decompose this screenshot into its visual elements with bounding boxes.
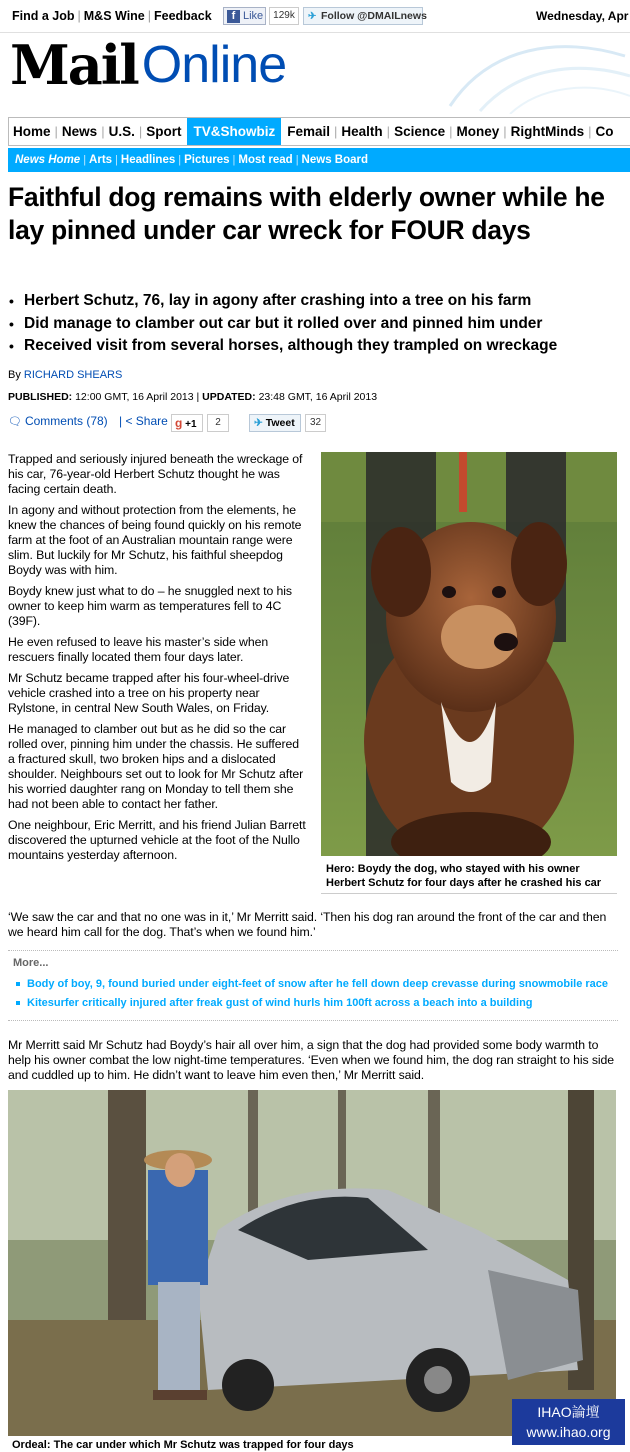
logo-online: Online (141, 36, 287, 94)
separator: | (147, 9, 151, 23)
google-plus-icon: g (175, 416, 183, 430)
twitter-follow-button[interactable] (303, 7, 427, 25)
article-paragraph: One neighbour, Eric Merritt, and his friend Julian Barrett discovered the upturned vehicle at the foot of the Nullo mountains yesterday afternoon. (8, 818, 306, 862)
article-paragraph: In agony and without protection from the elements, he knew the chances of being found quickly on his remote farm at the foot of an Australian mountain range were slim. But luckily for Mr Schutz, his faithful sheepdog Boydy was with him. (8, 503, 302, 577)
google-plus-label: +1 (185, 419, 197, 430)
site-logo[interactable] (10, 34, 286, 96)
article-paragraph: Boydy knew just what to do – he snuggled next to his owner to keep him warm as temperatures fell to 4C (39F). (8, 584, 292, 628)
find-a-job-link[interactable]: Find a Job (12, 9, 75, 23)
subnav-news-home[interactable]: News Home (15, 154, 81, 166)
twitter-bird-icon: ✈ (254, 417, 263, 429)
separator: | (386, 124, 391, 139)
social-bar (8, 413, 628, 433)
nav-home[interactable]: Home (13, 124, 51, 139)
share-label: Share (135, 414, 168, 428)
byline (8, 369, 122, 381)
bullet-icon: • (9, 293, 14, 309)
top-links (12, 9, 212, 23)
comments-link[interactable] (8, 414, 108, 428)
byline-prefix: By (8, 369, 21, 381)
watermark-line2: www.ihao.org (526, 1424, 611, 1440)
nav-rightminds[interactable]: RightMinds (510, 124, 585, 139)
google-plus-count: 2 (207, 414, 229, 432)
comment-bubble-icon: 🗨 (8, 416, 22, 428)
google-plus-button[interactable] (171, 414, 203, 432)
nav-tv-showbiz[interactable]: TV&Showbiz (187, 118, 281, 145)
related-article-link[interactable] (13, 978, 613, 991)
bullet-icon: • (9, 315, 14, 332)
subnav-pictures[interactable]: Pictures (184, 154, 230, 166)
published-date: 12:00 GMT, 16 April 2013 (75, 391, 194, 403)
current-date: Wednesday, Apr (536, 9, 629, 23)
separator: | (54, 124, 58, 139)
facebook-like-label: Like (243, 10, 264, 22)
ms-wine-link[interactable]: M&S Wine (83, 9, 145, 23)
nav-us[interactable]: U.S. (108, 124, 135, 139)
summary-bullet-text: Herbert Schutz, 76, lay in agony after crashing into a tree on his farm (24, 292, 532, 309)
comments-label: Comments (78) (24, 414, 108, 428)
article-paragraph: Mr Merritt said Mr Schutz had Boydy’s hair all over him, a sign that the dog had provided some body warmth to help his owner combat the low night-time temperatures. ‘Even when we found him, the dog ran straight to his side and cuddled up to him. He didn’t want to leave him even then,’ Mr Merritt said. (8, 1038, 615, 1082)
separator: | (334, 124, 338, 139)
article-body-column (8, 452, 308, 869)
article-headline: Faithful dog remains with elderly owner while he lay pinned under car wreck for FOUR days (8, 182, 605, 245)
separator: | (101, 124, 105, 139)
separator: | (77, 9, 81, 23)
twitter-follow-label: Follow @DMAILnews (321, 10, 427, 22)
tweet-count: 32 (305, 414, 326, 432)
nav-femail[interactable]: Femail (287, 124, 331, 139)
separator: | (196, 391, 200, 403)
separator: | (295, 154, 299, 166)
subnav-most-read[interactable]: Most read (238, 154, 293, 166)
article-paragraph: Trapped and seriously injured beneath the wreckage of his car, 76-year-old Herbert Schutz thought he was facing certain death. (8, 452, 303, 496)
nav-science[interactable]: Science (394, 124, 446, 139)
top-bar (0, 0, 630, 33)
related-articles-box (8, 950, 618, 1021)
separator: | (232, 154, 236, 166)
tweet-button[interactable] (249, 414, 301, 432)
subnav-news-board[interactable]: News Board (301, 154, 369, 166)
separator: | (178, 154, 182, 166)
subnav-headlines[interactable]: Headlines (120, 154, 176, 166)
nav-news[interactable]: News (61, 124, 98, 139)
nav-money[interactable]: Money (456, 124, 500, 139)
article-paragraph: Mr Schutz became trapped after his four-wheel-drive vehicle crashed into a tree on his property near Rylstone, in central New South Wales, on Friday. (8, 671, 290, 715)
separator: | (138, 124, 143, 139)
published-label: PUBLISHED: (8, 391, 73, 403)
sub-nav (8, 148, 630, 172)
share-link[interactable]: | < Share (119, 414, 168, 428)
related-articles-title: More... (13, 957, 49, 969)
summary-bullet-text: Did manage to clamber out car but it rolled over and pinned him under (24, 314, 543, 332)
nav-health[interactable]: Health (341, 124, 383, 139)
facebook-like-count: 129k (269, 7, 299, 25)
bullet-icon: • (9, 338, 14, 354)
feedback-link[interactable]: Feedback (154, 9, 212, 23)
author-link[interactable]: RICHARD SHEARS (23, 369, 123, 381)
summary-bullet-text: Received visit from several horses, although they trampled on wreckage (24, 337, 558, 354)
logo-mail: Mail (10, 33, 138, 97)
related-article-link[interactable] (13, 997, 613, 1010)
facebook-like-button[interactable] (223, 7, 266, 25)
nav-sport[interactable]: Sport (146, 124, 182, 139)
article-paragraph: He managed to clamber out but as he did so the car rolled over, pinning him under the chassis. He suffered a fractured skull, two broken hips and a dislocated shoulder. Neighbours set out to look for Mr Schutz after his worried daughter rang on Monday to tell them she had not been able to contact her father. (8, 722, 304, 811)
car-wreck-photo (8, 1090, 616, 1436)
subnav-arts[interactable]: Arts (89, 154, 113, 166)
nav-co[interactable]: Co (595, 124, 614, 139)
related-article-text: Kitesurfer critically injured after freak gust of wind hurls him 100ft across a beach into a building (27, 997, 533, 1009)
bullet-square-icon (16, 1001, 20, 1005)
main-nav (8, 117, 630, 146)
watermark (512, 1399, 625, 1445)
article-paragraph: He even refused to leave his master’s side when rescuers finally located them four days later. (8, 635, 269, 664)
separator: | (83, 154, 87, 166)
separator: | (449, 124, 453, 139)
tweet-label: Tweet (265, 417, 295, 429)
car-wreck-photo-caption: Ordeal: The car under which Mr Schutz was trapped for four days (12, 1439, 354, 1451)
updated-date: 23:48 GMT, 16 April 2013 (258, 391, 378, 403)
watermark-line1: IHAO論壇 (537, 1404, 600, 1420)
updated-label: UPDATED: (202, 391, 256, 403)
separator: | (588, 124, 592, 139)
article-paragraph: ‘We saw the car and that no one was in it,’ Mr Merritt said. ‘Then his dog ran around the front of the car and then we heard him call for the dog. That’s when we found him.’ (8, 910, 607, 939)
dog-photo-caption: Hero: Boydy the dog, who stayed with his owner Herbert Schutz for four days after he crashed his car (321, 859, 617, 894)
separator: | (503, 124, 507, 139)
dog-photo (321, 452, 617, 856)
summary-bullet (8, 335, 623, 358)
logo-swirl-decoration (440, 36, 630, 114)
facebook-icon: f (227, 10, 240, 23)
publish-dates (8, 391, 377, 403)
related-articles-list (13, 978, 613, 1010)
summary-bullet (8, 290, 623, 313)
bullet-square-icon (16, 982, 20, 986)
related-article-text: Body of boy, 9, found buried under eight-feet of snow after he fell down deep crevasse during snowmobile race (27, 978, 609, 990)
separator: | (115, 154, 118, 166)
twitter-bird-icon: ✈ (308, 11, 317, 22)
article-summary-bullets (8, 290, 623, 358)
summary-bullet (8, 313, 623, 336)
